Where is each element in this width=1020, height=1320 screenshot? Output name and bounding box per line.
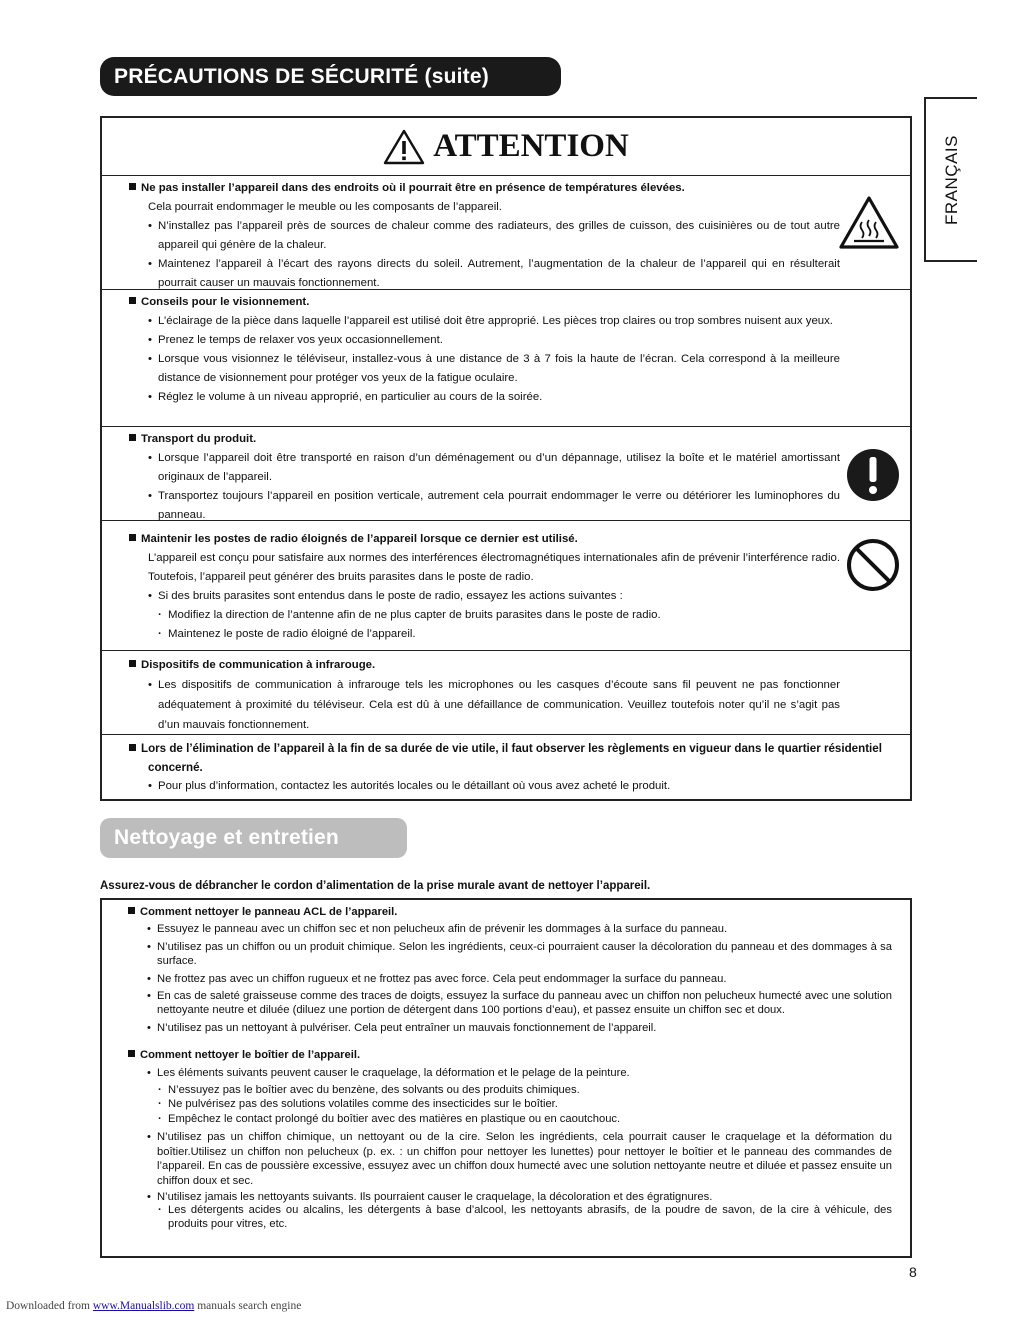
- attention-section-infrared: [102, 651, 910, 735]
- list-item: • Les éléments suivants peuvent causer le craquelage, la déformation et le pelage de la peinture.: [128, 1066, 892, 1080]
- manualslib-link[interactable]: www.Manualslib.com: [92, 1300, 195, 1312]
- sub-list-item: · Empêchez le contact prolongé du boîtier avec des matières en plastique ou en caoutchouc.: [128, 1112, 892, 1126]
- sub-list-item: · Les détergents acides ou alcalins, les détergents à base d’alcool, les nettoyants abrasifs, de la poudre de savon, de la cire à véhicule, des produits pour vitres, etc.: [128, 1203, 892, 1232]
- section-heading: Conseils pour le visionnement.: [129, 293, 840, 312]
- section-heading: Ne pas installer l’appareil dans des endroits où il pourrait être en présence de températures élevées.: [129, 179, 840, 198]
- attention-box: [100, 116, 912, 801]
- section-heading: Lors de l’élimination de l’appareil à la fin de sa durée de vie utile, il faut observer les règlements en vigueur dans le quartier résidentiel concerné.: [129, 739, 885, 777]
- list-item: • En cas de saleté graisseuse comme des traces de doigts, essuyez la surface du panneau avec un chiffon non pelucheux humecté avec une solution nettoyante neutre et diluée (diluez une portion de détergent dans 100 portions d’eau), et passez ensuite un chiffon sec et doux.: [128, 989, 892, 1018]
- attention-section-disposal: [102, 735, 910, 801]
- list-item: • Si des bruits parasites sont entendus dans le poste de radio, essayez les actions suivantes :: [129, 587, 840, 606]
- page-number: 8: [909, 1264, 917, 1280]
- sub-list-item: · N’essuyez pas le boîtier avec du benzène, des solvants ou des produits chimiques.: [128, 1083, 892, 1097]
- list-item: • Les dispositifs de communication à infrarouge tels les microphones ou les casques d’écoute sans fil peuvent ne pas fonctionner adéquatement à proximité du téléviseur. Cela est dû à une défaillance de communication. Veuillez toutefois noter qu’il ne s’agit pas d’un mauvais fonctionnement.: [129, 675, 840, 735]
- list-item: • Pour plus d’information, contactez les autorités locales ou le détaillant où vous avez acheté le produit.: [129, 777, 885, 796]
- attention-section-viewing: [102, 290, 910, 427]
- cabinet-cleaning-heading: Comment nettoyer le boîtier de l’appareil.: [128, 1048, 892, 1062]
- list-item: • N’installez pas l’appareil près de sources de chaleur comme des radiateurs, des grilles de cuisson, des cuisinières ou de tout autre appareil qui génère de la chaleur.: [129, 217, 840, 255]
- section-text: L’appareil est conçu pour satisfaire aux normes des interférences électromagnétiques internationales afin de prévenir l’interférence radio. Toutefois, l’appareil peut générer des bruits parasites dans le poste de radio.: [148, 552, 840, 583]
- section-heading: Transport du produit.: [129, 430, 840, 449]
- list-item: • N’utilisez pas un nettoyant à pulvériser. Cela peut entraîner un mauvais fonctionnement de l’appareil.: [128, 1021, 892, 1035]
- footer-prefix: Downloaded from: [6, 1300, 90, 1312]
- list-item: • Ne frottez pas avec un chiffon rugueux et ne frottez pas avec force. Cela peut endommager la surface du panneau.: [128, 972, 892, 986]
- sub-list-item: · Maintenez le poste de radio éloigné de l’appareil.: [129, 625, 840, 644]
- language-tab-label: FRANÇAIS: [941, 134, 961, 225]
- attention-title-text: ATTENTION: [433, 128, 629, 164]
- list-item: • N’utilisez pas un chiffon chimique, un nettoyant ou de la cire. Selon les ingrédients, cela pourrait causer le craquelage et la déformation du boîtier.Utilisez un chiffon non pelucheux (p. ex. : un chiffon pour nettoyer les lunettes) pour nettoyer le boîtier et le panneau des commandes de l’appareil. En cas de poussière excessive, essuyez avec un chiffon doux humecté avec une solution nettoyante neutre et diluée et passez ensuite un chiffon doux et sec.: [128, 1130, 892, 1188]
- list-item: • Maintenez l’appareil à l’écart des rayons directs du soleil. Autrement, l’augmentation de la chaleur de l’appareil qui en résulterait pourrait causer un mauvais fonctionnement.: [129, 255, 840, 293]
- attention-section-transport: [102, 427, 910, 521]
- list-item: • Lorsque l’appareil doit être transporté en raison d’un déménagement ou d’un dépannage, utilisez la boîte et le matériel amortissant originaux de l’appareil.: [129, 449, 840, 487]
- section-title: PRÉCAUTIONS DE SÉCURITÉ (suite): [100, 57, 561, 96]
- section-heading: Dispositifs de communication à infrarouge.: [129, 656, 840, 675]
- list-item: • Réglez le volume à un niveau approprié, en particulier au cours de la soirée.: [129, 388, 840, 407]
- section-heading: Maintenir les postes de radio éloignés de l’appareil lorsque ce dernier est utilisé.: [129, 530, 840, 549]
- exclamation-icon: [846, 448, 900, 502]
- section-text: Cela pourrait endommager le meuble ou les composants de l’appareil.: [148, 201, 502, 213]
- list-item: • N’utilisez jamais les nettoyants suivants. Ils pourraient causer le craquelage, la décoloration et des égratignures.: [128, 1191, 892, 1203]
- sub-list-item: · Ne pulvérisez pas des solutions volatiles comme des insecticides sur le boîtier.: [128, 1097, 892, 1111]
- unplug-warning: Assurez-vous de débrancher le cordon d’alimentation de la prise murale avant de nettoyer l’appareil.: [100, 880, 651, 892]
- panel-cleaning-heading: Comment nettoyer le panneau ACL de l’appareil.: [128, 905, 892, 919]
- warning-triangle-icon: [383, 129, 425, 165]
- list-item: • Transportez toujours l’appareil en position verticale, autrement cela pourrait endommager le verre ou détériorer les luminophores du panneau.: [129, 487, 840, 525]
- list-item: • N’utilisez pas un chiffon ou un produit chimique. Selon les ingrédients, ceux-ci pourraient causer la décoloration du panneau et des dommages à sa surface.: [128, 940, 892, 969]
- cleaning-box: [100, 898, 912, 1258]
- download-footer: [6, 1300, 301, 1312]
- attention-section-heat: [102, 176, 910, 290]
- cleaning-title: Nettoyage et entretien: [100, 818, 407, 858]
- language-tab: [924, 97, 977, 262]
- list-item: • Prenez le temps de relaxer vos yeux occasionnellement.: [129, 331, 840, 350]
- hot-surface-icon: [838, 195, 900, 251]
- list-item: • Lorsque vous visionnez le téléviseur, installez-vous à une distance de 3 à 7 fois la haute de l’écran. Cela correspond à la meilleure distance de visionnement pour protéger vos yeux de la fatigue oculaire.: [129, 350, 840, 388]
- attention-section-radio: [102, 521, 910, 651]
- prohibited-icon: [846, 538, 900, 592]
- list-item: • L’éclairage de la pièce dans laquelle l’appareil est utilisé doit être approprié. Les pièces trop claires ou trop sombres nuisent aux yeux.: [129, 312, 840, 331]
- footer-suffix: manuals search engine: [197, 1300, 302, 1312]
- sub-list-item: · Modifiez la direction de l’antenne afin de ne plus capter de bruits parasites dans le poste de radio.: [129, 606, 840, 625]
- list-item: • Essuyez le panneau avec un chiffon sec et non pelucheux afin de prévenir les dommages à la surface du panneau.: [128, 922, 892, 936]
- attention-title: [102, 118, 910, 176]
